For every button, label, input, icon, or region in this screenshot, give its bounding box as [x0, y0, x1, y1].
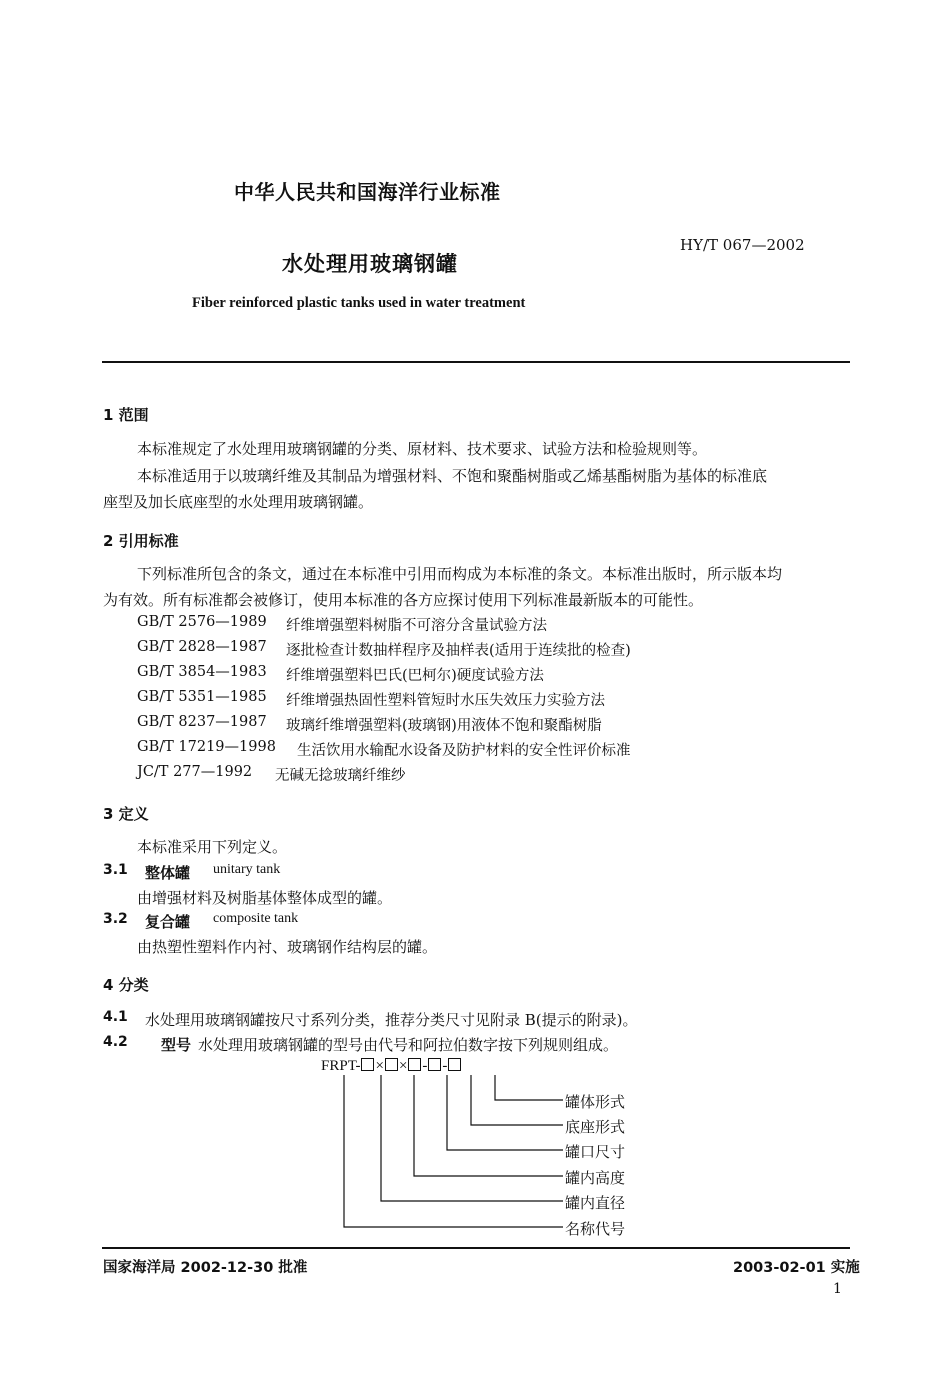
reference-title: 无碱无捻玻璃纤维纱 — [275, 768, 406, 784]
model-prefix: FRPT- — [321, 1058, 361, 1074]
section-2-para-1a: 下列标准所包含的条文，通过在本标准中引用而构成为本标准的条文。本标准出版时，所示版本均 — [137, 565, 783, 583]
clause-4-1-number: 4.1 — [103, 1009, 128, 1025]
clause-4-2-term: 型号 — [161, 1036, 192, 1054]
dash-sign: - — [442, 1058, 448, 1074]
document-title-cn: 水处理用玻璃钢罐 — [282, 252, 458, 276]
definition-3-1-term: 整体罐 — [145, 864, 191, 882]
section-1-para-1: 本标准规定了水处理用玻璃钢罐的分类、原材料、技术要求、试验方法和检验规则等。 — [137, 440, 708, 458]
section-1-para-2a: 本标准适用于以玻璃纤维及其制品为增强材料、不饱和聚酯树脂或乙烯基酯树脂为基体的标准底 — [137, 467, 768, 485]
diagram-label-name-code: 名称代号 — [565, 1220, 626, 1238]
times-sign: × — [375, 1058, 384, 1074]
diagram-label-base-form: 底座形式 — [565, 1118, 626, 1136]
diagram-label-inner-diameter: 罐内直径 — [565, 1194, 626, 1212]
document-title-en: Fiber reinforced plastic tanks used in water treatment — [192, 295, 526, 311]
definition-3-1-number: 3.1 — [103, 862, 128, 878]
reference-code: GB/T 2828—1987 — [137, 639, 267, 655]
section-1-para-2b: 座型及加长底座型的水处理用玻璃钢罐。 — [103, 493, 374, 511]
section-3-heading: 3 定义 — [103, 805, 149, 823]
reference-title: 纤维增强塑料树脂不可溶分含量试验方法 — [286, 618, 547, 634]
reference-code: GB/T 5351—1985 — [137, 689, 267, 705]
reference-code: GB/T 8237—1987 — [137, 714, 267, 730]
section-3-intro: 本标准采用下列定义。 — [137, 838, 288, 856]
approval-info: 国家海洋局 2002-12-30 批准 — [103, 1260, 308, 1276]
reference-code: JC/T 277—1992 — [137, 764, 253, 780]
standard-code: HY/T 067—2002 — [680, 236, 805, 254]
reference-title: 逐批检查计数抽样程序及抽样表(适用于连续批的检查) — [286, 643, 631, 659]
leader-line — [495, 1075, 563, 1100]
leader-line — [447, 1075, 563, 1150]
footer-rule — [102, 1247, 850, 1249]
reference-title: 生活饮用水输配水设备及防护材料的安全性评价标准 — [297, 743, 631, 759]
definition-3-1-en: unitary tank — [213, 862, 281, 877]
implementation-date: 2003-02-01 实施 — [733, 1260, 860, 1276]
diagram-label-tank-body-form: 罐体形式 — [565, 1093, 626, 1111]
dash-sign: - — [422, 1058, 428, 1074]
definition-3-2-text: 由热塑性塑料作内衬、玻璃钢作结构层的罐。 — [137, 938, 438, 956]
reference-title: 纤维增强塑料巴氏(巴柯尔)硬度试验方法 — [286, 668, 544, 684]
leader-line — [344, 1075, 563, 1227]
section-1-heading: 1 范围 — [103, 406, 149, 424]
reference-code: GB/T 3854—1983 — [137, 664, 267, 680]
clause-4-2-text: 水处理用玻璃钢罐的型号由代号和阿拉伯数字按下列规则组成。 — [198, 1036, 619, 1054]
definition-3-2-en: composite tank — [213, 911, 299, 926]
diagram-label-inner-height: 罐内高度 — [565, 1169, 626, 1187]
leader-line — [381, 1075, 563, 1201]
reference-code: GB/T 17219—1998 — [137, 739, 276, 755]
reference-code: GB/T 2576—1989 — [137, 614, 267, 630]
issuing-authority: 中华人民共和国海洋行业标准 — [234, 180, 501, 204]
section-2-para-1b: 为有效。所有标准都会被修订，使用本标准的各方应探讨使用下列标准最新版本的可能性。 — [103, 591, 704, 609]
page-number: 1 — [833, 1281, 842, 1297]
diagram-label-opening-size: 罐口尺寸 — [565, 1143, 626, 1161]
section-4-heading: 4 分类 — [103, 976, 149, 994]
reference-title: 纤维增强热固性塑料管短时水压失效压力实验方法 — [286, 693, 605, 709]
definition-3-2-term: 复合罐 — [145, 913, 191, 931]
definition-3-2-number: 3.2 — [103, 911, 128, 927]
times-sign: × — [398, 1058, 408, 1074]
clause-4-2-number: 4.2 — [103, 1034, 128, 1050]
clause-4-1-text: 水处理用玻璃钢罐按尺寸系列分类，推荐分类尺寸见附录 B(提示的附录)。 — [145, 1011, 638, 1029]
reference-title: 玻璃纤维增强塑料(玻璃钢)用液体不饱和聚酯树脂 — [286, 718, 602, 734]
definition-3-1-text: 由增强材料及树脂基体整体成型的罐。 — [137, 889, 393, 907]
section-2-heading: 2 引用标准 — [103, 532, 179, 550]
